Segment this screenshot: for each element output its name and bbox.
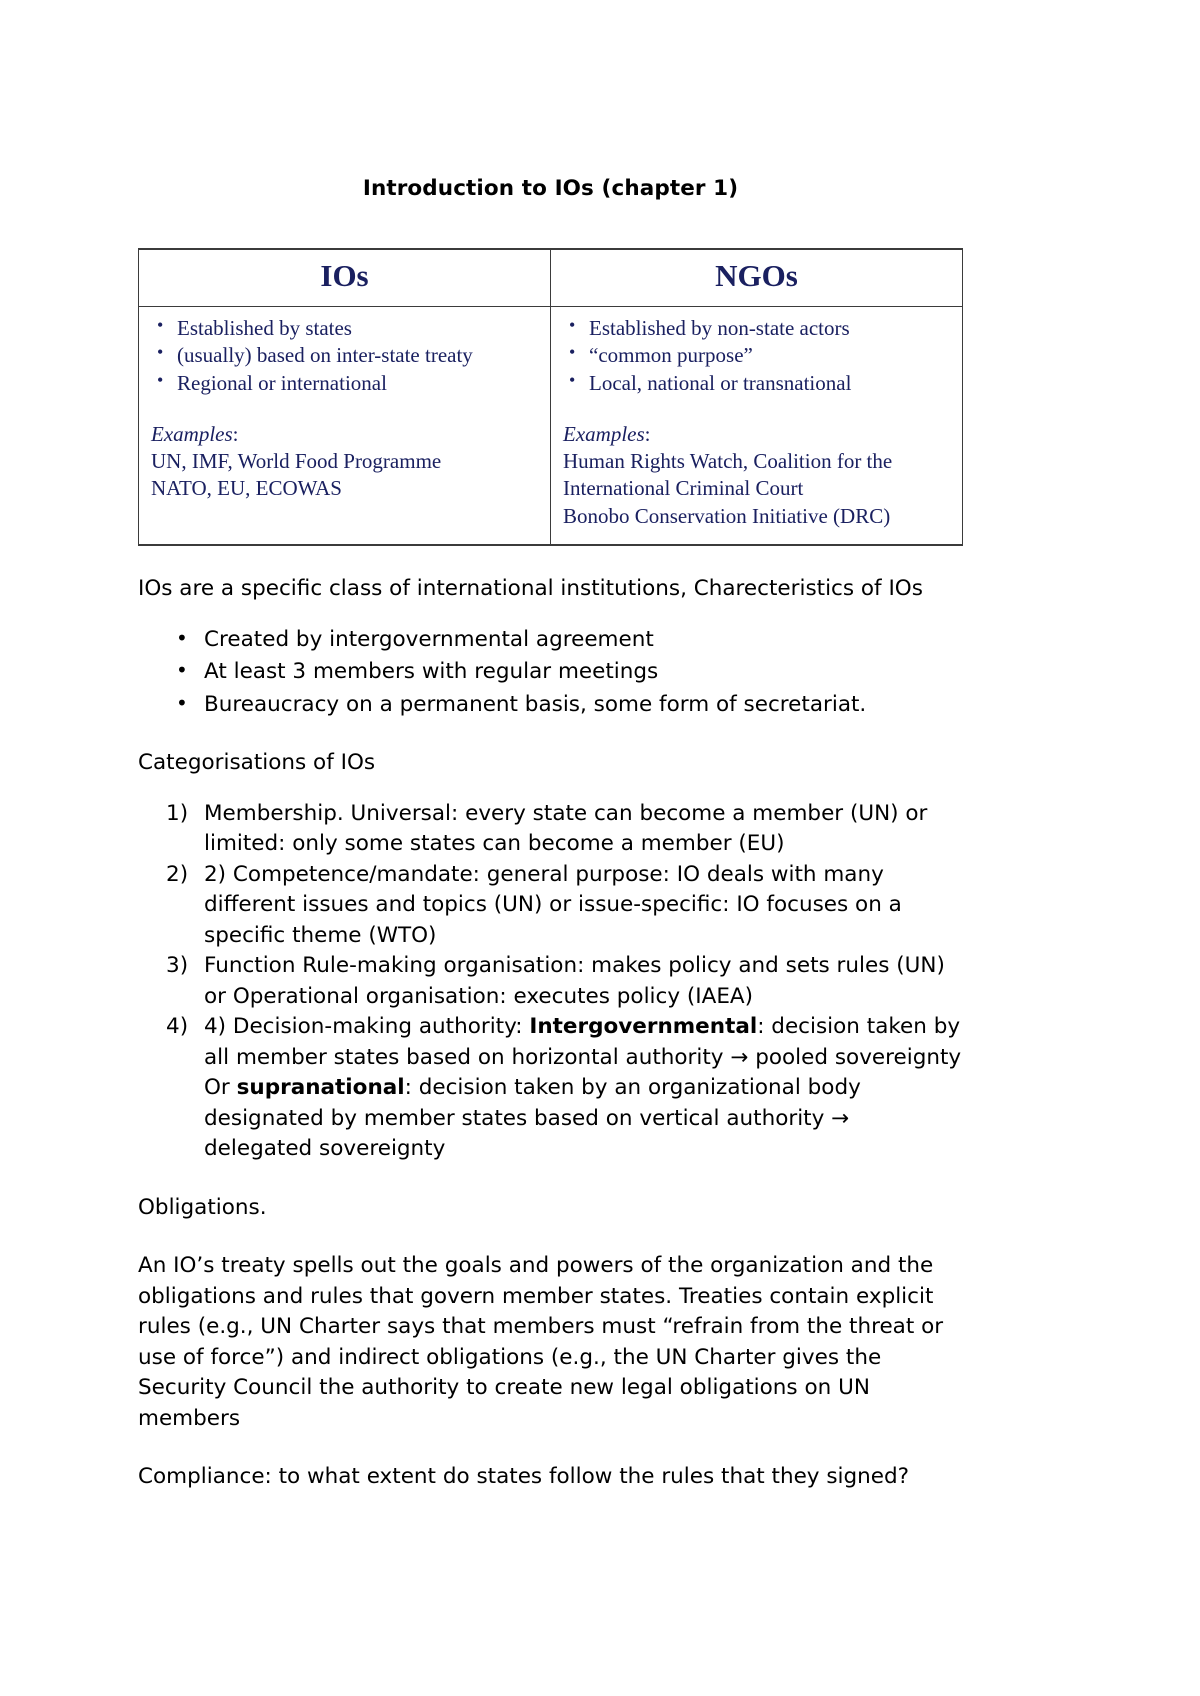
ios-bullet-list bbox=[151, 315, 538, 397]
examples-word: Examples bbox=[151, 421, 233, 446]
list-item: Membership. Universal: every state can become a member (UN) or limited: only some states can become a member (EU) bbox=[204, 800, 928, 857]
list-item: • Created by intergovernmental agreement bbox=[204, 625, 963, 656]
list-item bbox=[204, 1012, 963, 1165]
list-item: • Bureaucracy on a permanent basis, some form of secretariat. bbox=[204, 690, 963, 721]
list-item: • “common purpose” bbox=[563, 342, 950, 369]
ngos-examples-label bbox=[563, 421, 950, 448]
obligations-paragraph: An IO’s treaty spells out the goals and powers of the organization and the obligations and rules that govern member states. Treaties contain explicit rules (e.g., UN Charter says that members must “refrain from the threat or use of force”) and indirect obligations (e.g., the UN Charter gives the Security Council the authority to create new legal obligations on UN members bbox=[138, 1253, 944, 1431]
table-header-ios: IOs bbox=[139, 249, 551, 307]
page-title: Introduction to IOs (chapter 1) bbox=[362, 176, 739, 201]
ngos-example-line: Bonobo Conservation Initiative (DRC) bbox=[563, 503, 891, 528]
categorisations-list bbox=[138, 799, 963, 1165]
list-item: • (usually) based on inter-state treaty bbox=[151, 342, 538, 369]
ios-examples-block bbox=[151, 421, 538, 503]
table-body bbox=[139, 307, 963, 546]
ios-examples-label bbox=[151, 421, 538, 448]
table-header-row bbox=[139, 249, 963, 307]
examples-colon: : bbox=[644, 421, 651, 446]
categorisations-heading: Categorisations of IOs bbox=[138, 750, 376, 776]
ngos-example-line: International Criminal Court bbox=[563, 476, 804, 501]
intro-paragraph: IOs are a specific class of international institutions, Charecteristics of IOs bbox=[138, 576, 923, 602]
supranational-text: : decision taken by an organizational body designated by member states based on vertical authority → delegated sovereignty bbox=[204, 1075, 861, 1162]
list-item: • Established by non-state actors bbox=[563, 315, 950, 342]
ios-example-line: NATO, EU, ECOWAS bbox=[151, 476, 342, 501]
characteristics-list bbox=[138, 625, 963, 721]
ngos-bullet-list bbox=[563, 315, 950, 397]
list-item: • At least 3 members with regular meetings bbox=[204, 657, 963, 688]
list-item: • Regional or international bbox=[151, 370, 538, 397]
document-content bbox=[138, 0, 963, 1493]
decision-authority-prefix: 4) Decision-making authority: bbox=[204, 1014, 530, 1040]
obligations-heading: Obligations. bbox=[138, 1194, 267, 1220]
ngos-examples-block bbox=[563, 421, 950, 530]
ios-example-line: UN, IMF, World Food Programme bbox=[151, 449, 442, 474]
ngos-example-line: Human Rights Watch, Coalition for the bbox=[563, 449, 893, 474]
supranational-line bbox=[204, 1073, 963, 1165]
list-item: • Established by states bbox=[151, 315, 538, 342]
list-item: 2) Competence/mandate: general purpose: IO deals with many different issues and topics (UN) or issue-specific: IO focuses on a specific theme (WTO) bbox=[204, 861, 902, 948]
table-row bbox=[139, 307, 963, 546]
table-cell-ios bbox=[139, 307, 551, 546]
supranational-prefix: Or bbox=[204, 1075, 237, 1101]
intergovernmental-term: Intergovernmental bbox=[529, 1014, 758, 1040]
supranational-term: supranational bbox=[236, 1075, 405, 1101]
compliance-paragraph: Compliance: to what extent do states follow the rules that they signed? bbox=[138, 1464, 910, 1490]
list-item: Function Rule-making organisation: makes policy and sets rules (UN) or Operational organisation: executes policy (IAEA) bbox=[204, 953, 945, 1009]
examples-colon: : bbox=[232, 421, 239, 446]
table-cell-ngos bbox=[551, 307, 963, 546]
examples-word: Examples bbox=[563, 421, 645, 446]
decision-authority-text: : decision taken by all member states based on horizontal authority → pooled sovereignty bbox=[204, 1014, 962, 1070]
table-header-ngos: NGOs bbox=[551, 249, 963, 307]
io-ngo-comparison-table bbox=[138, 248, 963, 546]
list-item: • Local, national or transnational bbox=[563, 370, 950, 397]
